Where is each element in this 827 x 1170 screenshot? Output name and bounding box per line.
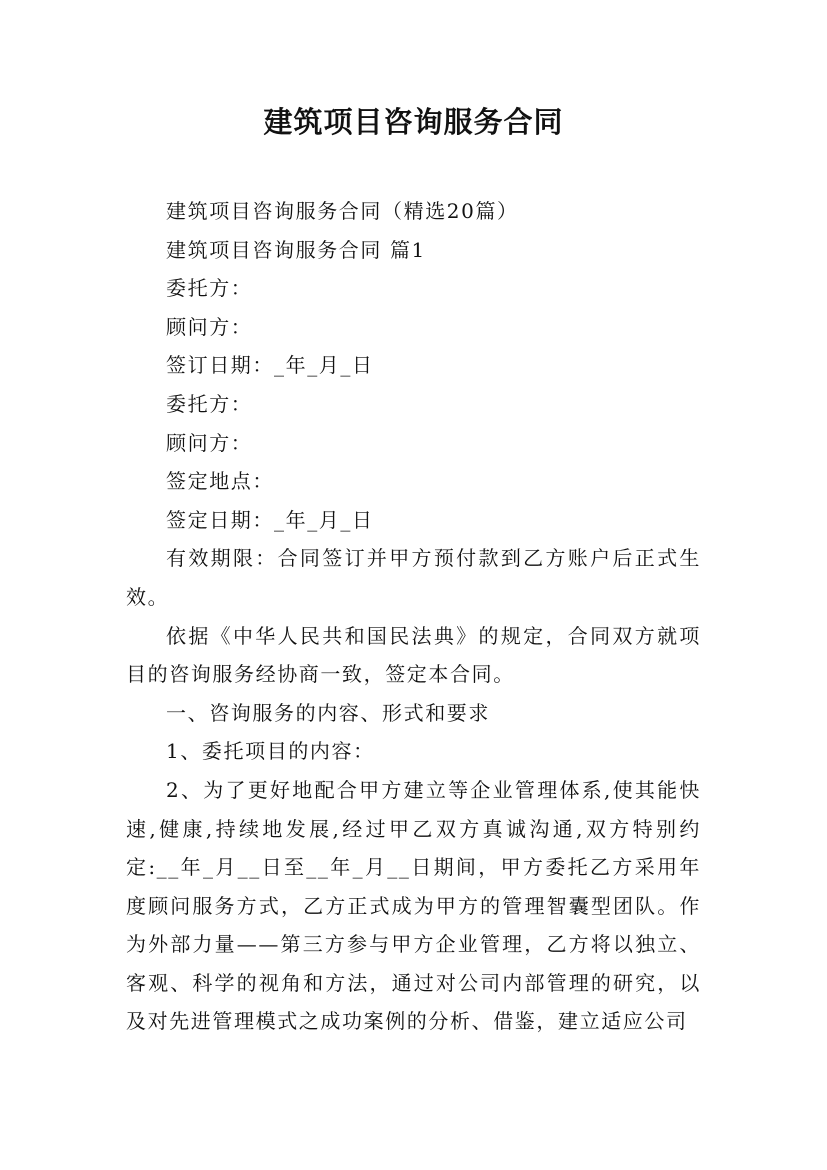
document-body: [126, 192, 701, 1041]
paragraph-clause-1-1: 1、委托项目的内容：: [166, 739, 375, 764]
paragraph-signing-place: 签定地点：: [166, 469, 274, 494]
paragraph-consultant: 顾问方：: [166, 314, 253, 339]
paragraph-clause-1-heading: 一、咨询服务的内容、形式和要求: [166, 700, 490, 725]
paragraph-section-heading: 建筑项目咨询服务合同 篇1: [166, 237, 426, 262]
paragraph-consultant-2: 顾问方：: [166, 430, 253, 455]
paragraph-signing-date-2: 签定日期：_年_月_日: [166, 507, 374, 532]
paragraph-client-2: 委托方：: [166, 391, 253, 416]
paragraph-validity: 有效期限：合同签订并甲方预付款到乙方账户后正式生效。: [126, 546, 701, 609]
paragraph-clause-1-2: 2、为了更好地配合甲方建立等企业管理体系,使其能快速,健康,持续地发展,经过甲乙双方真诚沟通,双方特别约定:__年_月__日至__年_月__日期间，甲方委托乙方采用年度顾问服务方式，乙方正式成为甲方的管理智囊型团队。作为外部力量——第三方参与甲方企业管理，乙方将以独立、客观、科学的视角和方法，通过对公司内部管理的研究，以及对先进管理模式之成功案例的分析、借鉴，建立适应公司: [126, 777, 701, 1034]
paragraph-legal-basis: 依据《中华人民共和国民法典》的规定，合同双方就项目的咨询服务经协商一致，签定本合同。: [126, 623, 701, 687]
paragraph-subtitle: 建筑项目咨询服务合同（精选20篇）: [166, 199, 519, 223]
document-title: 建筑项目咨询服务合同: [263, 105, 564, 139]
paragraph-signing-date: 签订日期：_年_月_日: [166, 353, 374, 378]
paragraph-client: 委托方：: [166, 276, 253, 301]
